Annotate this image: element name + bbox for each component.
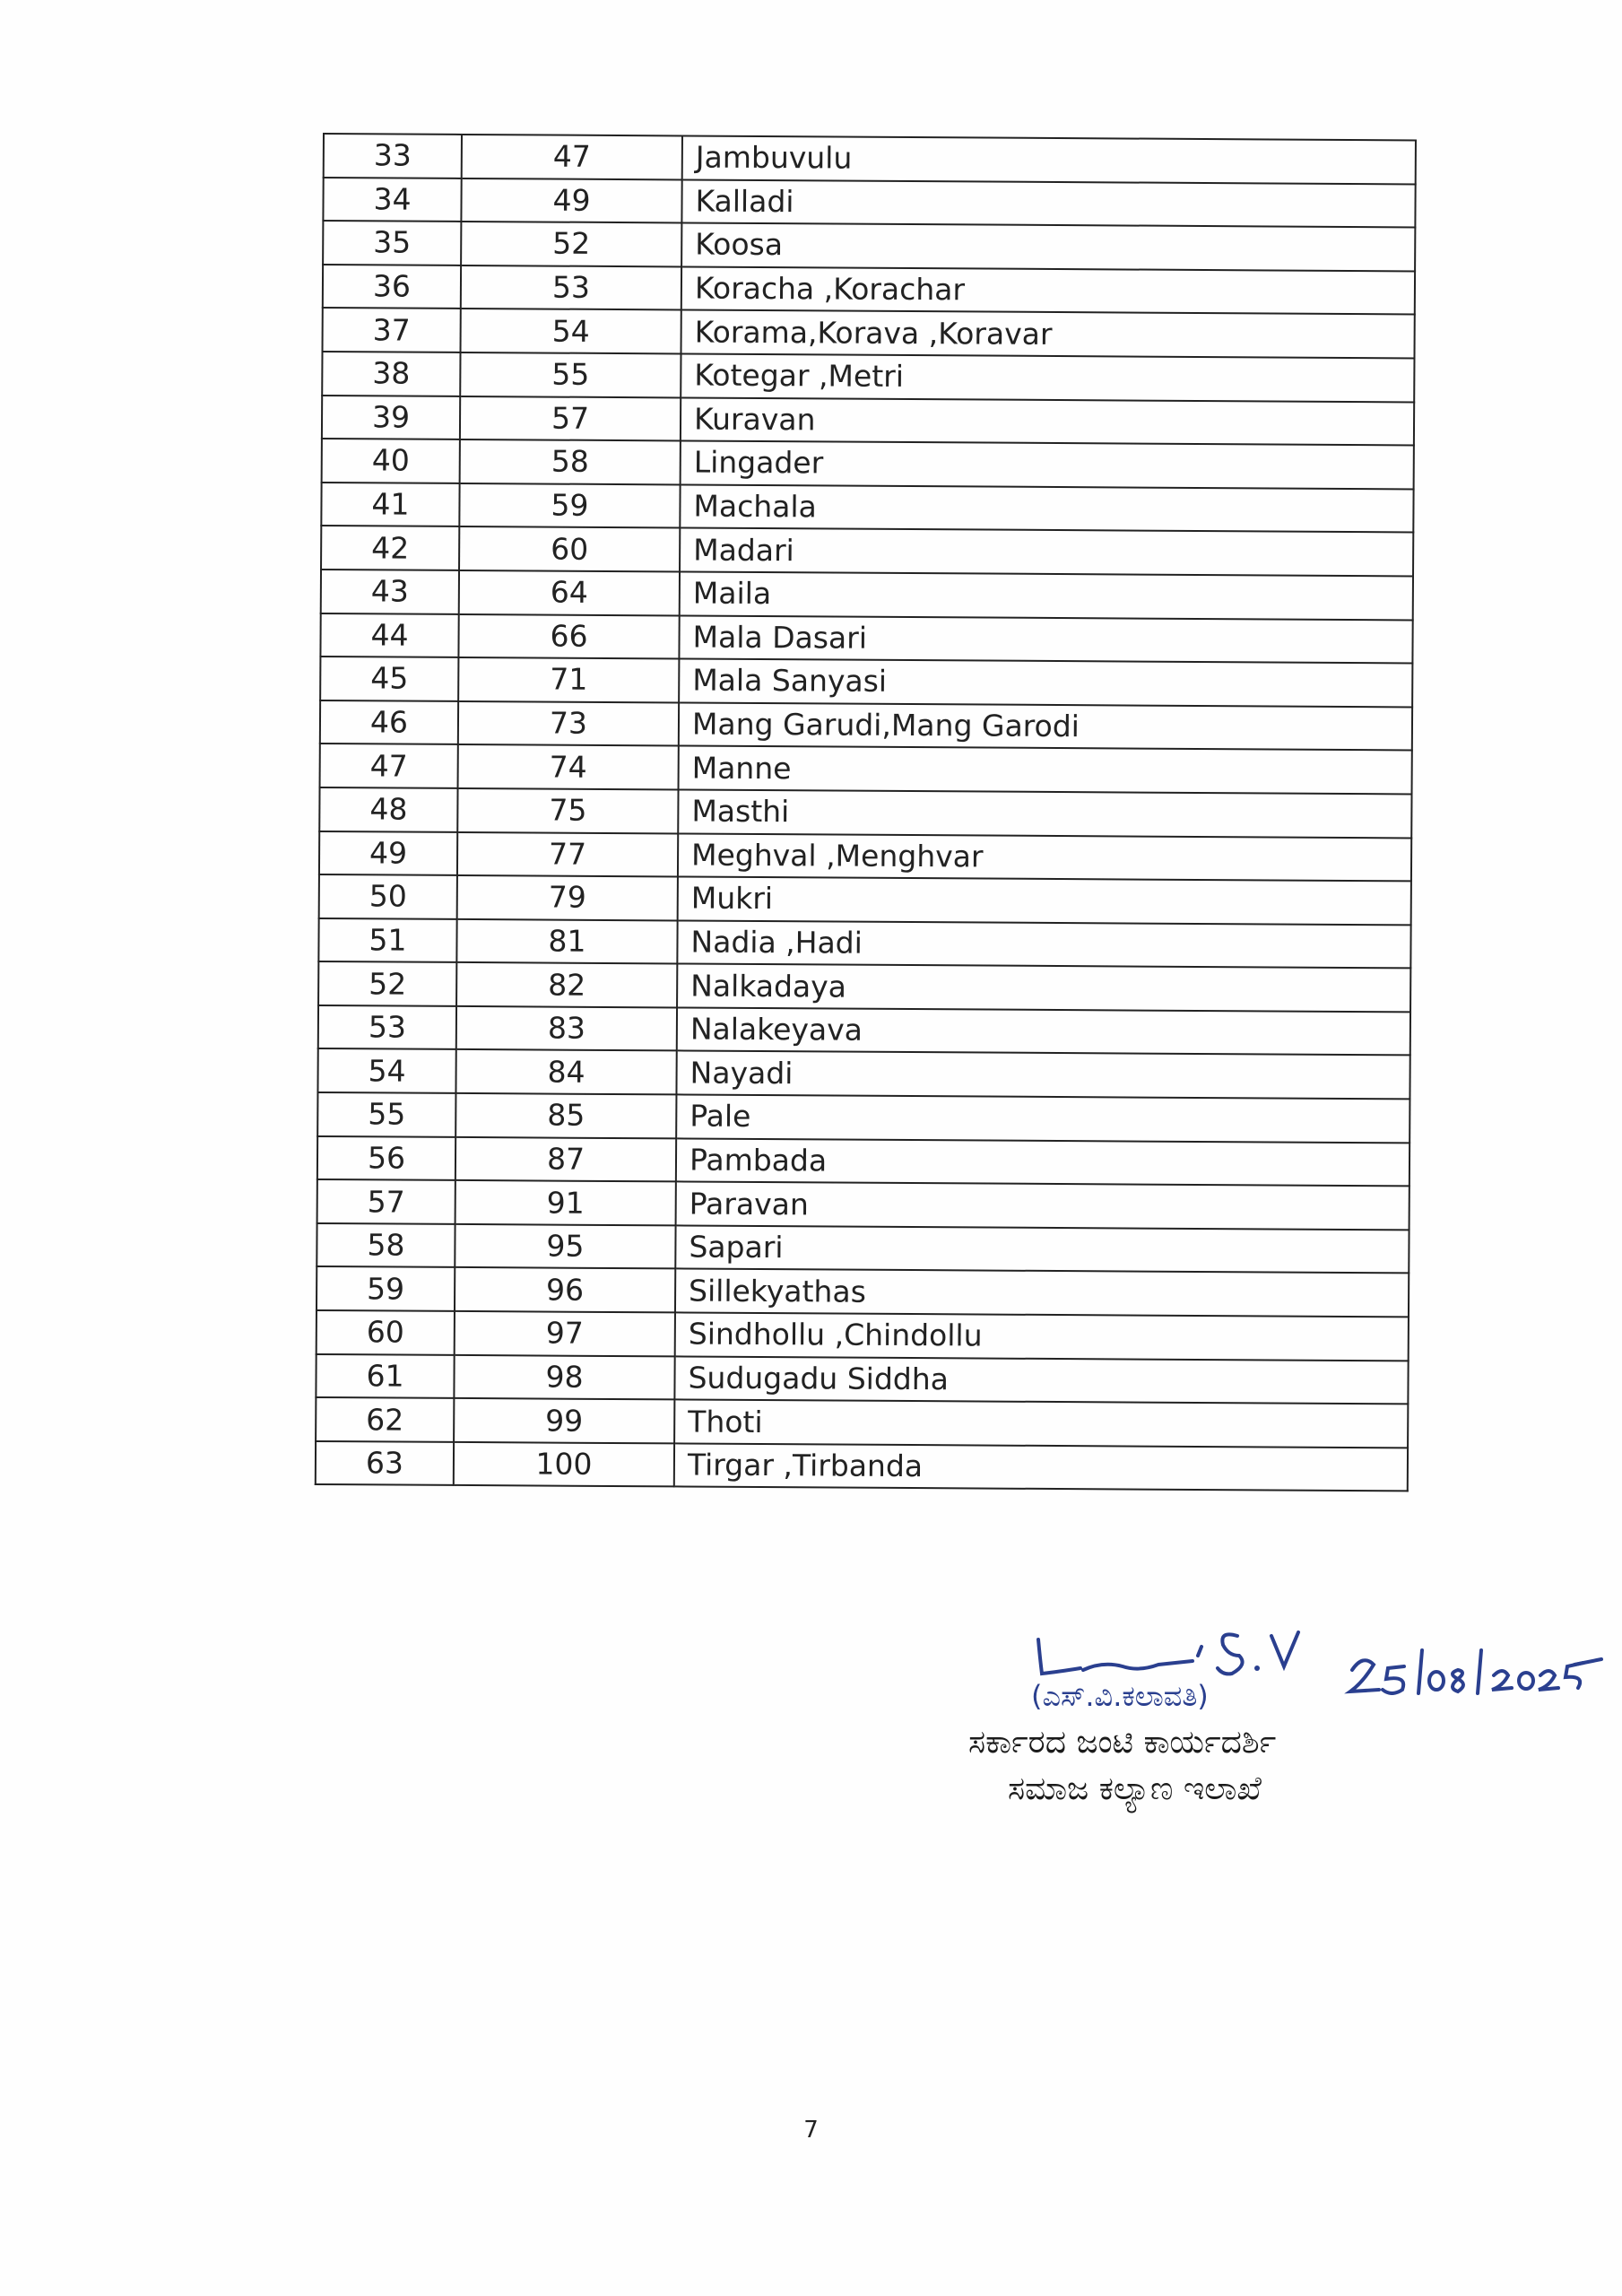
serial-number-cell: 45 [320, 657, 458, 701]
signatory-name: (ಎಸ್.ವಿ.ಕಲಾವತಿ) [1031, 1679, 1209, 1713]
table-row [317, 1223, 1409, 1274]
signatory-designation: ಸರ್ಕಾರದ ಜಂಟಿ ಕಾರ್ಯದರ್ಶಿ [968, 1724, 1277, 1761]
caste-name-cell: Lingader [681, 441, 1414, 490]
caste-name-cell: Sindhollu ,Chindollu [675, 1312, 1409, 1361]
caste-name-cell: Machala [680, 484, 1413, 533]
caste-name-cell: Pambada [676, 1138, 1409, 1187]
serial-number-cell: 59 [317, 1266, 455, 1311]
list-number-cell: 96 [455, 1267, 675, 1312]
list-number-cell: 100 [454, 1442, 674, 1487]
table-row [323, 178, 1415, 228]
list-number-cell: 95 [455, 1224, 675, 1269]
serial-number-cell: 34 [323, 178, 461, 222]
list-number-cell: 79 [457, 875, 678, 920]
table-row [323, 221, 1415, 271]
serial-number-cell: 41 [321, 483, 459, 527]
caste-name-cell: Masthi [678, 789, 1411, 838]
list-number-cell: 57 [460, 396, 681, 441]
serial-number-cell: 39 [322, 396, 460, 440]
list-number-cell: 64 [459, 570, 680, 615]
serial-number-cell: 44 [320, 613, 458, 658]
table-row [318, 918, 1410, 969]
list-number-cell: 60 [459, 526, 680, 571]
handwritten-signature [924, 1614, 1605, 1695]
table-row [320, 744, 1412, 794]
table-row [318, 961, 1410, 1012]
caste-name-cell: Pale [676, 1094, 1409, 1143]
caste-name-cell: Sapari [675, 1225, 1409, 1274]
caste-name-cell: Jambuvulu [682, 135, 1416, 184]
serial-number-cell: 36 [323, 265, 461, 309]
serial-number-cell: 54 [317, 1048, 455, 1093]
serial-number-cell: 62 [316, 1397, 454, 1442]
table-row [324, 134, 1416, 184]
list-number-cell: 49 [461, 178, 681, 223]
list-number-cell: 84 [455, 1049, 676, 1094]
caste-name-cell: Madari [680, 528, 1413, 577]
table-row [323, 265, 1415, 315]
caste-name-cell: Paravan [676, 1182, 1409, 1231]
list-number-cell: 75 [457, 788, 678, 833]
signature-block [924, 1614, 1605, 1830]
table-row [317, 1310, 1409, 1361]
list-number-cell: 73 [458, 701, 679, 746]
serial-number-cell: 56 [317, 1136, 455, 1181]
list-number-cell: 81 [456, 919, 677, 964]
signatory-department: ಸಮಾಜ ಕಲ್ಯಾಣ ಇಲಾಖೆ [1008, 1770, 1262, 1807]
table-row [317, 1048, 1409, 1099]
serial-number-cell: 47 [320, 744, 458, 788]
table-row [320, 700, 1412, 751]
table-row [322, 396, 1414, 446]
caste-name-cell: Maila [680, 571, 1413, 620]
table-row [322, 439, 1414, 489]
caste-name-cell: Mukri [678, 877, 1411, 926]
table-row [316, 1354, 1408, 1405]
list-number-cell: 87 [455, 1137, 676, 1182]
caste-name-cell: Mala Dasari [679, 615, 1412, 664]
list-number-cell: 91 [455, 1180, 676, 1225]
list-number-cell: 53 [461, 265, 681, 310]
caste-name-cell: Sudugadu Siddha [674, 1356, 1408, 1405]
caste-name-cell: Tirgar ,Tirbanda [674, 1443, 1408, 1492]
caste-name-cell: Manne [679, 746, 1412, 795]
caste-name-cell: Mang Garudi,Mang Garodi [679, 702, 1412, 751]
table-row [319, 787, 1411, 838]
table-row [317, 1266, 1409, 1317]
caste-name-cell: Meghval ,Menghvar [678, 833, 1411, 882]
caste-list-table [315, 133, 1417, 1492]
table-row [319, 831, 1411, 881]
serial-number-cell: 50 [319, 874, 457, 919]
list-number-cell: 97 [455, 1311, 675, 1356]
list-number-cell: 98 [454, 1355, 674, 1400]
serial-number-cell: 52 [318, 961, 456, 1006]
table-row [321, 526, 1413, 576]
serial-number-cell: 42 [321, 526, 459, 570]
table-row [320, 613, 1412, 664]
table-row [317, 1179, 1409, 1230]
table-row [316, 1441, 1408, 1492]
list-number-cell: 83 [456, 1006, 677, 1051]
caste-name-cell: Kotegar ,Metri [681, 353, 1414, 402]
serial-number-cell: 46 [320, 700, 458, 745]
list-number-cell: 58 [460, 439, 681, 484]
list-number-cell: 99 [454, 1398, 674, 1443]
table-body [316, 134, 1416, 1492]
serial-number-cell: 61 [316, 1354, 454, 1399]
table-row [317, 1092, 1409, 1143]
list-number-cell: 85 [455, 1093, 676, 1138]
table-row [319, 874, 1411, 925]
serial-number-cell: 48 [319, 787, 457, 832]
caste-name-cell: Kalladi [681, 179, 1415, 228]
caste-name-cell: Nalakeyava [677, 1007, 1410, 1056]
list-number-cell: 47 [462, 135, 682, 179]
list-number-cell: 59 [459, 483, 680, 528]
serial-number-cell: 49 [319, 831, 457, 875]
table-row [323, 308, 1415, 358]
caste-name-cell: Mala Sanyasi [679, 659, 1412, 708]
caste-name-cell: Nadia ,Hadi [677, 920, 1410, 969]
serial-number-cell: 58 [317, 1223, 455, 1268]
table-row [317, 1136, 1409, 1187]
serial-number-cell: 53 [318, 1005, 456, 1050]
serial-number-cell: 55 [317, 1092, 455, 1137]
caste-name-cell: Koosa [681, 223, 1415, 272]
serial-number-cell: 43 [321, 570, 459, 614]
list-number-cell: 52 [461, 222, 681, 266]
table-row [316, 1397, 1408, 1448]
caste-name-cell: Kuravan [681, 397, 1414, 446]
caste-name-cell: Nalkadaya [677, 964, 1410, 1013]
page-number: 7 [803, 2117, 819, 2144]
serial-number-cell: 63 [316, 1441, 454, 1486]
caste-list-table-container [315, 133, 1417, 1492]
list-number-cell: 77 [457, 831, 678, 876]
serial-number-cell: 51 [318, 918, 456, 963]
table-row [322, 352, 1414, 402]
list-number-cell: 82 [456, 962, 677, 1007]
table-row [321, 570, 1413, 620]
table-row [321, 483, 1413, 533]
serial-number-cell: 57 [317, 1179, 455, 1224]
list-number-cell: 71 [458, 657, 679, 702]
list-number-cell: 66 [458, 613, 679, 658]
list-number-cell: 54 [461, 309, 681, 353]
caste-name-cell: Thoti [674, 1400, 1408, 1448]
serial-number-cell: 33 [324, 134, 462, 178]
caste-name-cell: Sillekyathas [675, 1269, 1409, 1318]
serial-number-cell: 40 [322, 439, 460, 483]
table-row [320, 657, 1412, 707]
table-row [318, 1005, 1410, 1056]
serial-number-cell: 60 [317, 1310, 455, 1355]
caste-name-cell: Koracha ,Korachar [681, 266, 1415, 315]
caste-name-cell: Nayadi [676, 1051, 1409, 1100]
list-number-cell: 55 [460, 352, 681, 397]
caste-name-cell: Korama,Korava ,Koravar [681, 310, 1415, 359]
serial-number-cell: 37 [323, 308, 461, 352]
list-number-cell: 74 [458, 744, 679, 789]
serial-number-cell: 35 [323, 221, 461, 265]
serial-number-cell: 38 [322, 352, 460, 396]
